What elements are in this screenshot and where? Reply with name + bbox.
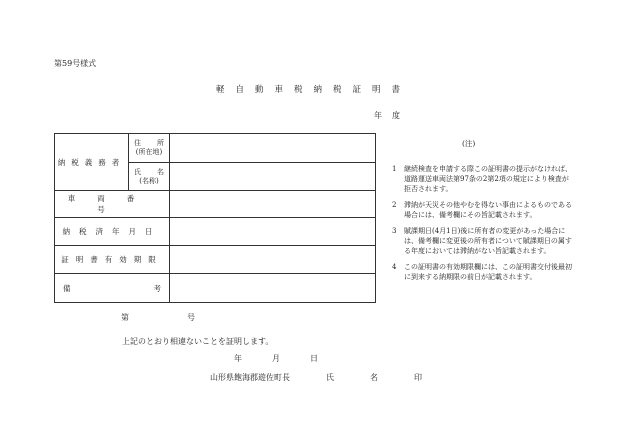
- remarks-label-char-1: 備: [63, 283, 71, 293]
- payment-date-label: 納税済年月日: [62, 227, 162, 236]
- validity-label-cell: [55, 246, 170, 274]
- certify-statement: 上記のとおり相違ないことを証明します。: [122, 337, 274, 346]
- note-item: [392, 200, 572, 220]
- address-label: [129, 139, 169, 148]
- address-label-char-2: 所: [157, 139, 164, 147]
- note-item: [392, 164, 572, 194]
- name-label-char-1: 氏: [134, 167, 141, 176]
- taxpayer-label-cell: [55, 134, 129, 191]
- validity-label: 証明書有効期限: [61, 255, 163, 264]
- name-field[interactable]: [170, 163, 376, 191]
- vehicle-number-label: 車両番号: [67, 194, 157, 214]
- certificate-number-suffix: 号: [187, 313, 195, 322]
- address-label-char-1: 住: [134, 139, 141, 147]
- remarks-label-char-2: 考: [153, 283, 161, 293]
- address-field[interactable]: [170, 134, 376, 163]
- name-label-cell: [129, 163, 170, 191]
- certificate-number: [121, 312, 195, 323]
- note-text: 賦課期日(4月1日)後に所有者の変更があった場合には、備考欄に変更後の所有者について賦課期日の属する年度においては滞納がない旨記載されます。: [404, 227, 572, 255]
- form-number: 第59号様式: [54, 59, 97, 68]
- issuer-name-label-2: 名: [370, 373, 378, 382]
- note-number: 2: [392, 201, 397, 209]
- note-text: 滞納が天災その他やむを得ない事由によるものである場合には、備考欄にその旨記載されます。: [404, 201, 572, 219]
- remarks-label-cell: [55, 274, 170, 303]
- issuer-line: [210, 372, 422, 383]
- name-label: [129, 168, 169, 177]
- notes-list: [392, 164, 572, 288]
- date-month: 月: [272, 354, 280, 363]
- remarks-label: [55, 283, 169, 294]
- payment-date-label-cell: [55, 218, 170, 246]
- note-text: この証明書の有効期限欄には、この証明書交付後最初に到来する納期限の前日が記載されます。: [404, 263, 572, 281]
- document-title: 軽自動車税納税証明書: [216, 85, 412, 95]
- note-item: [392, 226, 572, 256]
- notes-heading: (注): [462, 139, 476, 148]
- vehicle-number-label-cell: [55, 191, 170, 218]
- note-number: 3: [392, 227, 397, 235]
- remarks-field[interactable]: [170, 274, 376, 303]
- validity-field[interactable]: [170, 246, 376, 274]
- seal-mark: 印: [414, 373, 422, 382]
- payment-date-field[interactable]: [170, 218, 376, 246]
- certificate-table: [54, 133, 376, 303]
- fiscal-year-label: 年度: [374, 111, 410, 120]
- issue-date: [234, 353, 318, 364]
- vehicle-number-field[interactable]: [170, 191, 376, 218]
- address-sublabel: (所在地): [135, 148, 163, 156]
- issuer-name-label: 氏: [326, 373, 334, 382]
- note-number: 4: [392, 263, 397, 271]
- address-label-cell: [129, 134, 170, 163]
- certificate-number-prefix: 第: [121, 313, 129, 322]
- issuer-title: 山形県飽海郡遊佐町長: [210, 373, 290, 382]
- name-sublabel: (名称): [139, 176, 159, 185]
- note-item: [392, 262, 572, 282]
- note-text: 継続検査を申請する際この証明書の提示がなければ、道路運送車両法第97条の2第2項の規定により検査が拒否されます。: [404, 165, 572, 193]
- taxpayer-label: 納税義務者: [57, 157, 126, 167]
- note-number: 1: [392, 165, 397, 173]
- name-label-char-2: 名: [157, 167, 164, 176]
- date-year: 年: [234, 354, 242, 363]
- date-day: 日: [310, 354, 318, 363]
